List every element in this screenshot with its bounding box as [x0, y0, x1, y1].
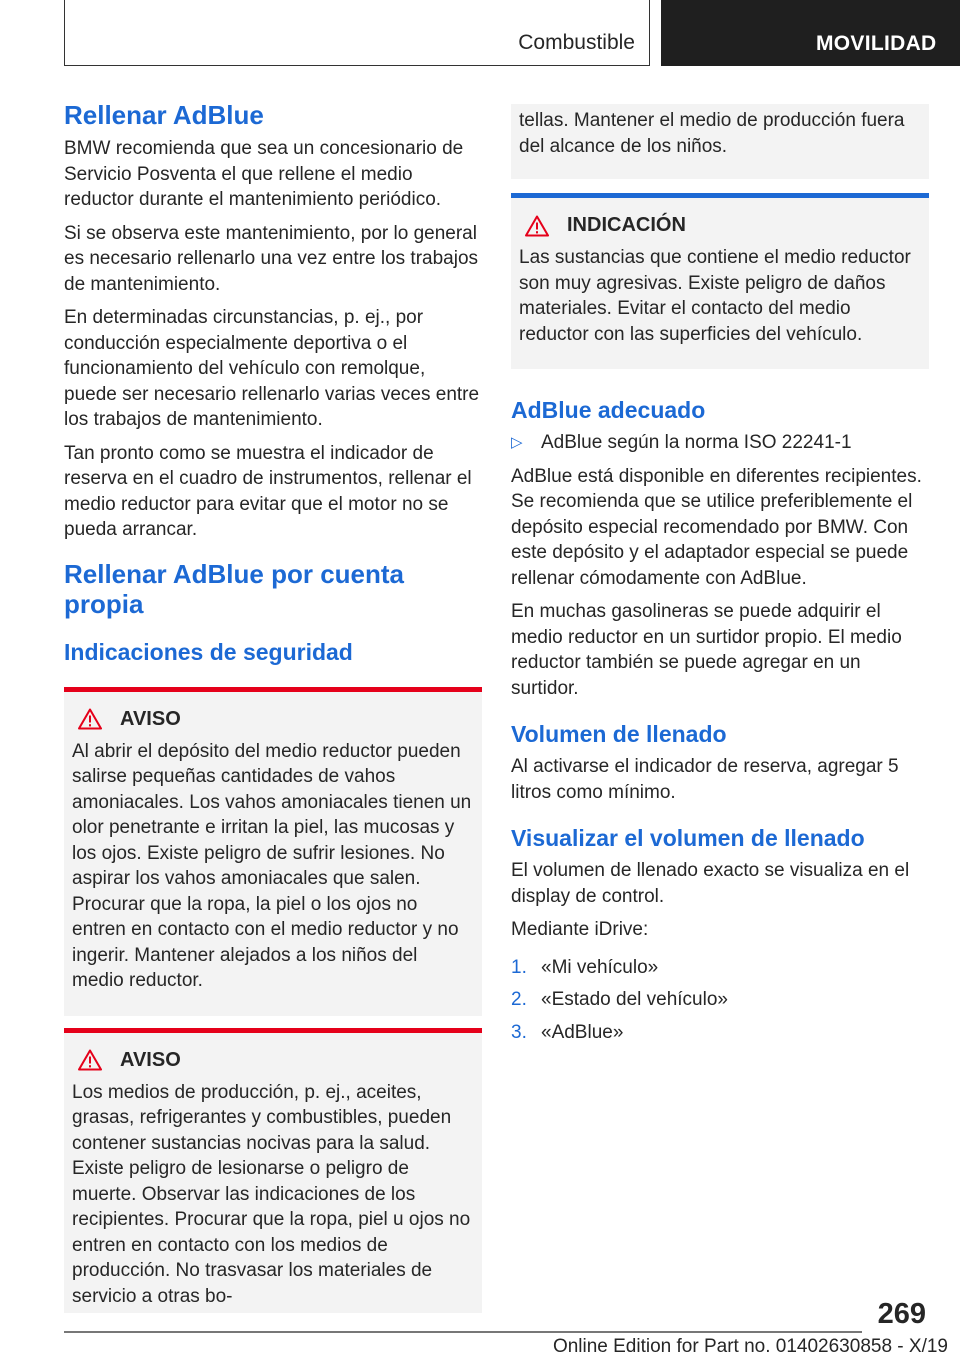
warning-box-aviso-2-continued [511, 104, 929, 179]
warning-triangle-icon [78, 1049, 102, 1071]
heading-adblue-adecuado: AdBlue adecuado [511, 397, 706, 423]
section-tab [661, 0, 960, 66]
heading-volumen: Volumen de llenado [511, 721, 727, 747]
paragraph: En muchas gasolineras se puede adquirir el medio reductor en un surtidor propio. El medio reductor también se puede agregar en un surtidor. [511, 601, 902, 699]
paragraph: Mediante iDrive: [511, 919, 649, 940]
warning-title: AVISO [120, 707, 181, 730]
chapter-title: Combustible [518, 31, 635, 54]
warning-text: Al abrir el depósito del medio reductor pueden salirse pequeñas cantidades de vahos amoniacales. Los vahos amoniacales tienen un olor penetrante e irritan la piel, las mucosas y los ojos. Existe peligro de sufrir lesiones. No aspirar los vahos amoniacales que salen. Procurar que la ropa, la piel o los ojos no entren en contacto con el medio reductor y no ingerir. Mantener alejados a los niños del medio reductor. [72, 740, 472, 991]
notice-text: Las sustancias que contiene el medio reductor son muy agresivas. Existe peligro de daños materiales. Evitar el contacto del medio reductor con las superficies del vehículo. [519, 247, 911, 345]
heading-rellenar-adblue: Rellenar AdBlue [64, 100, 264, 130]
step-item: 2. «Estado del vehículo» [511, 989, 728, 1010]
heading-visualizar: Visualizar el volumen de llenado [511, 825, 865, 851]
paragraph: El volumen de llenado exacto se visualiza en el display de control. [511, 860, 910, 907]
edition-text: Online Edition for Part no. 01402630858 - X/19 [552, 1336, 948, 1357]
warning-text: Los medios de producción, p. ej., aceites, grasas, refrigerantes y combustibles, pueden contener sustancias nocivas para la salud. Existe peligro de lesionarse o peligro de muerte. Observar las indicaciones de los recipientes. Procurar que la ropa, piel u ojos no entren en contacto con los medios de producción. No trasvasar los materiales de servicio a otras bo- [72, 1081, 471, 1307]
paragraph: Tan pronto como se muestra el indicador de reserva en el cuadro de instrumentos, rellenar el medio reductor para evitar que el motor no se pueda arrancar. [64, 442, 472, 540]
notice-title: INDICACIÓN [567, 214, 686, 236]
warning-text: tellas. Mantener el medio de producción fuera del alcance de los niños. [519, 110, 905, 157]
paragraph: Si se observa este mantenimiento, por lo general es necesario rellenarlo una vez entre los trabajos de mantenimiento. [64, 222, 479, 295]
paragraph: En determinadas circunstancias, p. ej., por conducción especialmente deportiva o el funcionamiento del vehículo con remolque, puede ser necesario rellenarlo varias veces entre los trabajos de mantenimiento. [64, 307, 480, 430]
paragraph: AdBlue está disponible en diferentes recipientes. Se recomienda que se utilice preferiblemente el depósito especial recomendado por BMW. Con este depósito y el adaptador especial se puede rellenar cómodamente con AdBlue. [511, 465, 922, 589]
warning-triangle-icon [78, 708, 102, 730]
heading-seguridad: Indicaciones de seguridad [64, 638, 353, 665]
warning-title: AVISO [120, 1048, 181, 1071]
step-item: 1. «Mi vehículo» [511, 956, 659, 978]
warning-box-aviso-1 [64, 687, 482, 1016]
footer-divider [64, 1331, 862, 1333]
heading-rellenar-por-cuenta: Rellenar AdBlue por cuenta propia [64, 558, 404, 619]
step-item: 3. «AdBlue» [511, 1021, 624, 1043]
paragraph: Al activarse el indicador de reserva, agregar 5 litros como mínimo. [511, 756, 899, 803]
list-item: ▷ AdBlue según la norma ISO 22241-1 [511, 430, 929, 456]
section-title: MOVILIDAD [816, 32, 937, 55]
left-column [64, 100, 482, 1313]
right-column [511, 104, 929, 1052]
warning-triangle-icon [525, 215, 549, 237]
triangle-bullet-icon: ▷ [511, 434, 523, 451]
notice-box-indicacion [511, 193, 929, 369]
warning-box-aviso-2 [64, 1028, 482, 1314]
paragraph: BMW recomienda que sea un concesionario de Servicio Posventa el que rellene el medio reductor durante el mantenimiento periódico. [64, 138, 464, 210]
chapter-tab [64, 0, 650, 66]
page-number: 269 [877, 1298, 926, 1330]
